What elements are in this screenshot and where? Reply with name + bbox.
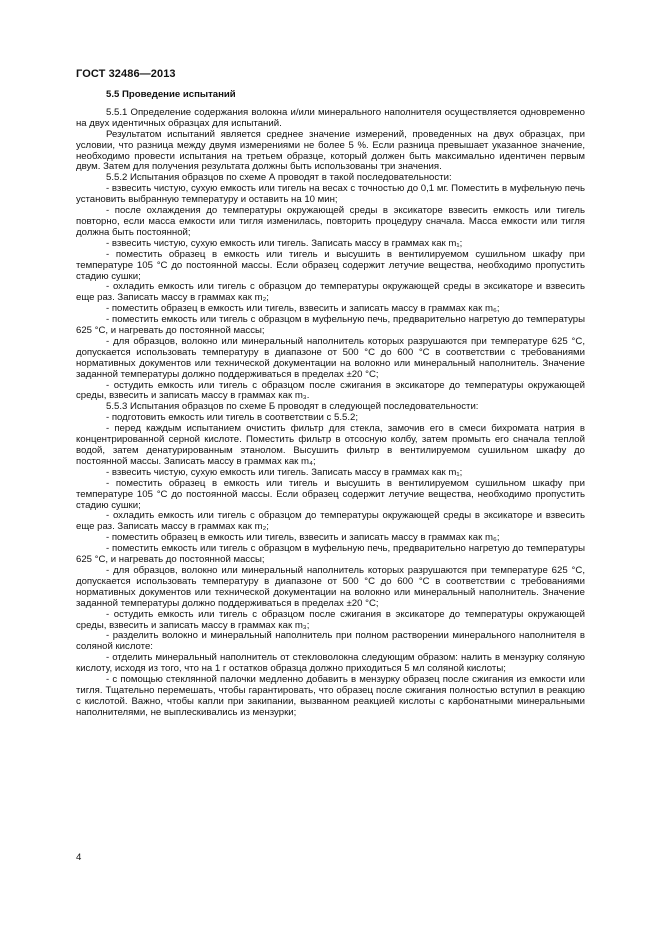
paragraph: - поместить образец в емкость или тигель и высушить в вентилируемом сушильном шкафу при температуре 105 °С до постоянной массы. Если образец содержит летучие вещества, необходимо пропустить стадию сушки; xyxy=(76,477,585,511)
paragraph: - поместить образец в емкость или тигель и высушить в вентилируемом сушильном шкафу при температуре 105 °С до постоянной массы. Если образец содержит летучие вещества, необходимо пропустить стадию сушки; xyxy=(76,248,585,282)
paragraph: 5.5.2 Испытания образцов по схеме А проводят в такой последовательности: xyxy=(106,172,452,184)
paragraph: - подготовить емкость или тигель в соответствии с 5.5.2; xyxy=(106,412,359,424)
paragraph: - для образцов, волокно или минеральный наполнитель которых разрушаются при температуре 625 °С, допускается использовать температуру в диапазоне от 500 °С до 600 °С в соответствии с требованиями нормативных документов или технической документации на волокно или минеральный наполнитель. Значение заданной температуры должно поддерживаться в пределах ±20 °С; xyxy=(76,335,585,380)
document-header: ГОСТ 32486—2013 xyxy=(76,68,176,80)
paragraph: - взвесить чистую, сухую емкость или тигель на весах с точностью до 0,1 мг. Поместить в муфельную печь установить выбранную температуру и оставить на 10 мин; xyxy=(76,183,585,206)
paragraph: - разделить волокно и минеральный наполнитель при полном растворении минерального наполнителя в соляной кислоте: xyxy=(76,630,585,653)
paragraph: - перед каждым испытанием очистить фильтр для стекла, замочив его в смеси бихромата натрия в концентрированной серной кислоте. Поместить фильтр в отсосную колбу, затем промыть его сначала теплой водой, затем денатурированным этанолом. Высушить фильтр в вентилируемом сушильном шкафу до постоянной массы. Записать массу в граммах как m₄; xyxy=(76,423,585,467)
paragraph: - охладить емкость или тигель с образцом до температуры окружающей среды в эксикаторе и взвесить еще раз. Записать массу в граммах как m₂; xyxy=(76,281,585,304)
section-heading: 5.5 Проведение испытаний xyxy=(106,89,236,100)
paragraph: - с помощью стеклянной палочки медленно добавить в мензурку образец после сжигания из емкости или тигля. Тщательно перемешать, чтобы гарантировать, что образец после сжигания полностью вступил в реакцию с кислотой. Важно, чтобы капли при закипании, вызванном реакцией кислоты с карбонатными минеральными наполнителями, не выплескивались из мензурки; xyxy=(76,674,585,718)
paragraph: - взвесить чистую, сухую емкость или тигель. Записать массу в граммах как m₁; xyxy=(106,466,463,478)
paragraph: Результатом испытаний является среднее значение измерений, проведенных на двух образцах, при условии, что разница между двумя измерениями не более 5 %. Если разница превышает указанное значение, необходимо провести испытания на третьем образце, который должен быть максимально идентичен первым двум. Затем для получения результата должны быть использованы три значения. xyxy=(76,128,585,173)
paragraph: - остудить емкость или тигель с образцом после сжигания в эксикаторе до температуры окружающей среды, взвесить и записать массу в граммах как m₃; xyxy=(76,608,585,631)
paragraph: - взвесить чистую, сухую емкость или тигель. Записать массу в граммах как m₁; xyxy=(106,237,463,249)
paragraph: 5.5.1 Определение содержания волокна и/или минерального наполнителя осуществляется одновременно на двух идентичных образцах для испытаний. xyxy=(76,106,585,129)
paragraph: - поместить образец в емкость или тигель, взвесить и записать массу в граммах как m₆; xyxy=(106,303,500,315)
paragraph: - после охлаждения до температуры окружающей среды в эксикаторе взвесить емкость или тигель повторно, если масса емкости или тигля изменилась, повторить процедуру сначала. Масса емкости или тигля должна быть постоянной; xyxy=(76,205,585,238)
paragraph: - остудить емкость или тигель с образцом после сжигания в эксикаторе до температуры окружающей среды, взвесить и записать массу в граммах как m₃. xyxy=(76,379,585,402)
paragraph: 5.5.3 Испытания образцов по схеме Б проводят в следующей последовательности: xyxy=(106,401,479,413)
paragraph-list xyxy=(76,108,585,719)
document-body xyxy=(76,90,585,719)
page-number: 4 xyxy=(76,852,82,863)
paragraph: - поместить емкость или тигель с образцом в муфельную печь, предварительно нагретую до температуры 625 °С, и нагревать до постоянной массы; xyxy=(76,543,585,566)
paragraph: - поместить образец в емкость или тигель, взвесить и записать массу в граммах как m₆; xyxy=(106,532,500,544)
paragraph: - охладить емкость или тигель с образцом до температуры окружающей среды в эксикаторе и взвесить еще раз. Записать массу в граммах как m₂; xyxy=(76,510,585,533)
paragraph: - отделить минеральный наполнитель от стекловолокна следующим образом: налить в мензурку соляную кислоту, исходя из того, что на 1 г остатков образца должно приходиться 5 мл соляной кислоты; xyxy=(76,652,585,675)
paragraph: - поместить емкость или тигель с образцом в муфельную печь, предварительно нагретую до температуры 625 °С, и нагревать до постоянной массы; xyxy=(76,314,585,337)
paragraph: - для образцов, волокно или минеральный наполнитель которых разрушаются при температуре 625 °С, допускается использовать температуру в диапазоне от 500 °С до 600 °С в соответствии с требованиями нормативных документов или технической документации на волокно или минеральный наполнитель. Значение заданной температуры должно поддерживаться в пределах ±20 °С; xyxy=(76,564,585,609)
